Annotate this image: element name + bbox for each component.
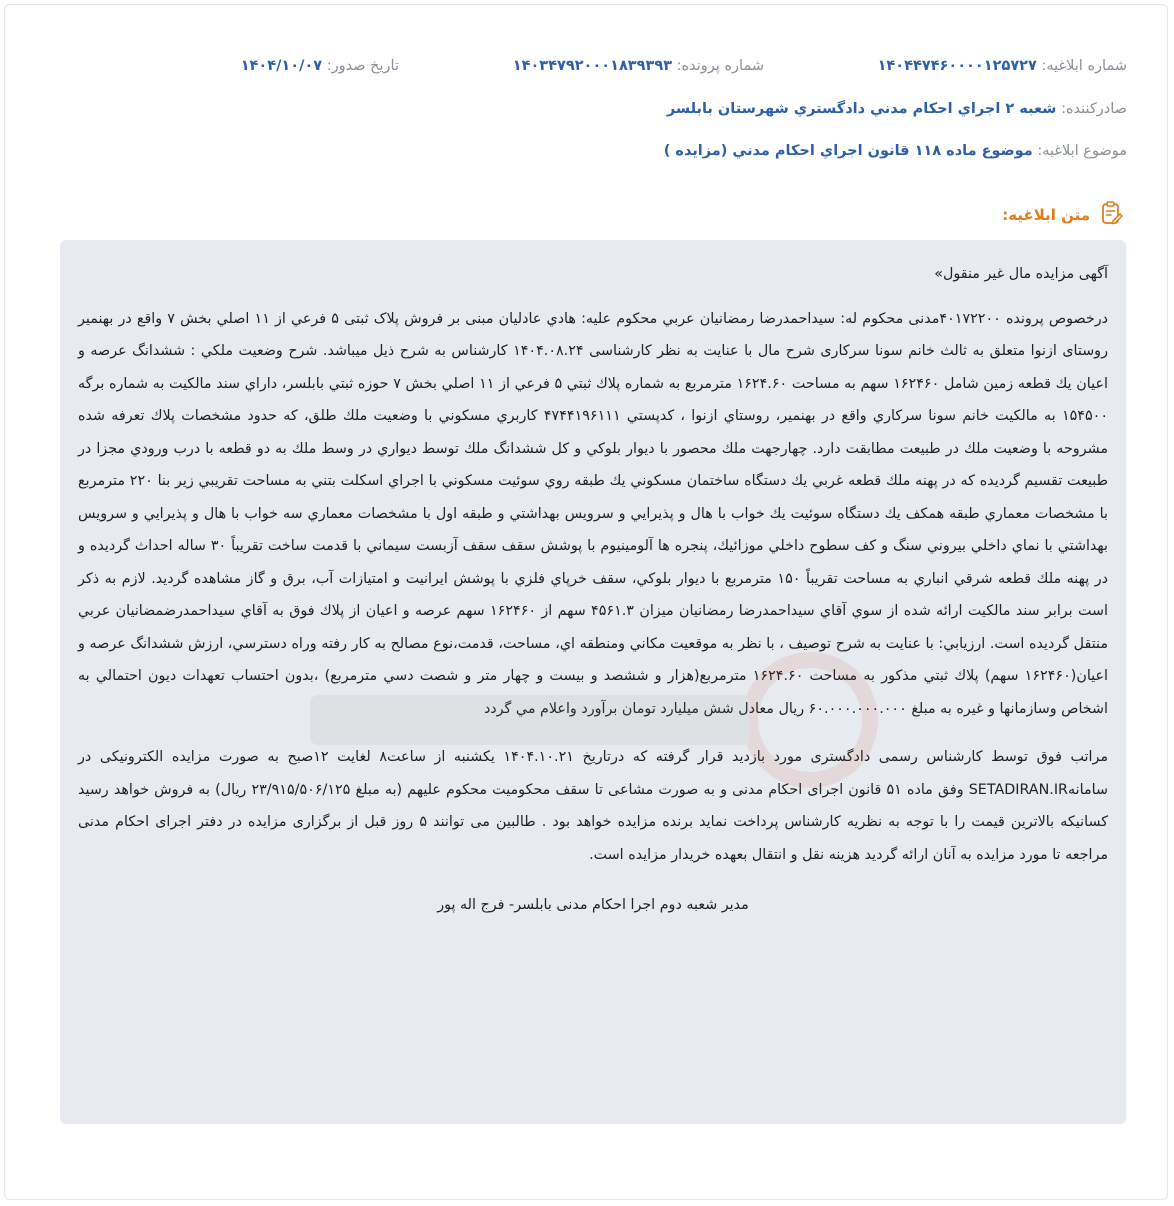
subject-row xyxy=(664,143,1127,159)
notice-number: ۱۴۰۴۴۷۴۶۰۰۰۰۱۲۵۷۲۷ xyxy=(877,58,1037,74)
subject: موضوع ماده ۱۱۸ قانون اجراي احکام مدني (مزايده ) xyxy=(663,143,1033,159)
notice-paragraph-2: مراتب فوق توسط کارشناس رسمی دادگستری مورد بازدید قرار گرفته که درتاریخ ۱۴۰۴.۱۰.۲۱ یکشنبه از ساعت۸ لغایت ۱۲صبح به صورت مزایده الکترونیکی در سامانهSETADIRAN.IR وفق ماده ۵۱ قانون اجرای احکام مدنی و به صورت مشاعی تا سقف محکومیت محکوم علیهم (به مبلغ ۲۳/۹۱۵/۵۰۶/۱۲۵ ریال) به فروش خواهد رسید کسانیکه بالاترین قیمت را با توجه به نظریه کارشناس پرداخت نماید برنده مزایده خواهد بود . طالبین می توانند ۵ روز قبل از برگزاری مزایده در دفتر اجرای احکام مدنی مراجعه تا مورد مزایده به آنان ارائه گردید هزینه نقل و انتقال بعهده خریدار مزایده است. xyxy=(78,749,1109,863)
notice-body xyxy=(60,240,1126,1124)
case-number-label: شماره پرونده: xyxy=(676,58,764,74)
issue-date: ۱۴۰۴/۱۰/۰۷ xyxy=(240,58,323,74)
notice-heading: آگهی مزایده مال غیر منقول» xyxy=(934,266,1108,282)
case-number: ۱۴۰۳۴۷۹۲۰۰۰۱۸۳۹۳۹۳ xyxy=(512,58,673,74)
issuer: شعبه ۲ اجراي احکام مدني دادگستري شهرستان بابلسر xyxy=(666,101,1057,117)
issue-date-label: تاريخ صدور: xyxy=(326,58,399,74)
case-number-row xyxy=(513,58,764,74)
issuer-row xyxy=(667,101,1127,117)
notice-paragraph-1: درخصوص پرونده ۴۰۱۷۲۲۰۰مدنی محکوم له: سیداحمدرضا رمضانیان عربي محکوم علیه: هادي عادلیان مبنی بر فروش پلاک ثبتی ۵ فرعي از ۱۱ اصلي بخش ۷ واقع در بهنمیر روستای ازنوا متعلق به ثالث خانم سونا سرکاری شرح مال با عنایت به نظر کارشناسی ۱۴۰۴.۰۸.۲۴ کارشناس به شرح ذیل میباشد. شرح وضعیت ملکي : ششدانگ عرصه و اعیان یك قطعه زمین شامل ۱۶۲۴۶۰ سهم به مساحت ۱۶۲۴.۶۰ مترمربع به شماره پلاك ثبتي ۵ فرعي از ۱۱ اصلي بخش ۷ حوزه ثبتي بابلسر، داراي سند مالکیت به شماره برگه ۱۵۴۵۰۰ به مالکیت خانم سونا سرکاري واقع در بهنمیر، روستاي ازنوا ، کدپستي ۴۷۴۴۱۹۶۱۱۱ کاربري مسکوني با وضعیت ملك طلق، که حدود مشخصات پلاك تعرفه شده مشروحه با وضعیت ملك در طبیعت مطابقت دارد. چهارجهت ملك محصور با دیوار بلوکي و کل ششدانگ ملك توسط دیواري در وسط ملك به دو قطعه با درب ورودي مجزا در طبیعت تقسیم گردیده که در پهنه ملك قطعه غربي یك دستگاه ساختمان مسکوني یك طبقه روي سوئیت مسکوني با اجراي اسکلت بتني به مساحت تقریبي زیر بنا ۲۲۰ مترمربع با مشخصات معماري طبقه همکف یك دستگاه سوئیت یك خواب با هال و پذیرایي و سرویس بهداشتي و طبقه اول با مشخصات معماري سه خواب با هال و پذیرایي و سرویس بهداشتي با نماي داخلي بیروني سنگ و کف سطوح داخلي موزائیك، پنجره ها آلومینیوم با پوشش سقف سقف آزبست سیماني با قدمت ساخت تقریباً ۳۰ ساله احداث گردیده و در پهنه ملك قطعه شرقي انباري به مساحت تقریباً ۱۵۰ مترمربع با دیوار بلوکي، سقف خرپاي فلزي با پوشش ایرانیت و امتیازات آب، برق و گاز مشاهده گردید. لازم به ذکر است برابر سند مالکیت ارائه شده از سوي آقاي سیداحمدرضا رمضانیان میزان ۴۵۶۱.۳ سهم از ۱۶۲۴۶۰ سهم عرصه و اعیان از پلاك فوق به آقاي سیداحمدرضمضانیان عربي منتقل گردیده است. ارزیابي: با عنایت به شرح توصیف ، با نظر به موقعیت مکاني ومنطقه اي، مساحت، قدمت،نوع مصالح به کار رفته وراه دسترسي، ارزش ششدانگ عرصه و اعیان(۱۶۲۴۶۰ سهم) پلاك ثبتي مذکور به مساحت ۱۶۲۴.۶۰ مترمربع(هزار و ششصد و بیست و چهار متر و شصت دسي مترمربع) ،بدون احتساب تعهدات دیون احتمالي به اشخاص وسازمانها و غیره به مبلغ ۶۰.۰۰۰.۰۰۰.۰۰۰ ریال معادل شش میلیارد تومان برآورد واعلام مي گردد xyxy=(78,310,1109,717)
issuer-label: صادرکننده: xyxy=(1061,101,1127,117)
notice-number-label: شماره ابلاغيه: xyxy=(1041,58,1127,74)
issue-date-row xyxy=(241,58,399,74)
section-header xyxy=(1002,200,1124,230)
section-title: متن ابلاغيه: xyxy=(1002,206,1090,224)
notice-signature: مدیر شعبه دوم اجرا احکام مدنی بابلسر- فرج اله پور xyxy=(437,897,749,913)
notice-number-row xyxy=(878,58,1127,74)
document-edit-icon xyxy=(1098,200,1124,230)
subject-label: موضوع ابلاغيه: xyxy=(1037,143,1127,159)
